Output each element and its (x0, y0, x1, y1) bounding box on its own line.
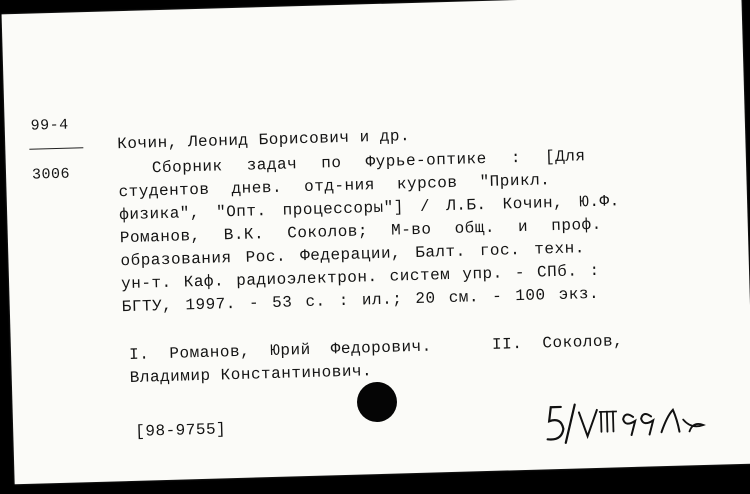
shelf-mark-top: 99-4 (30, 116, 69, 135)
added-entries-line: Владимир Константинович. (129, 362, 373, 387)
shelf-mark-divider (29, 147, 83, 150)
body-line: студентов днев. отд-ния курсов "Прикл. (118, 171, 551, 202)
author-heading: Кочин, Леонид Борисович и др. (117, 127, 411, 154)
shelf-mark-bottom: 3006 (31, 165, 71, 184)
body-line: физика", "Опт. процессоры"] / Л.Б. Кочин, Ю.Ф. (118, 192, 620, 225)
record-number: [98-9755] (135, 420, 227, 441)
card-punch-hole (357, 382, 397, 422)
added-entries-line: I. Романов, Юрий Федорович. II. Соколов, (128, 332, 624, 364)
body-line: Романов, В.К. Соколов; М-во общ. и проф. (119, 215, 603, 248)
body-line: Сборник задач по Фурье-оптике : [Для (151, 147, 586, 178)
body-line: БГТУ, 1997. - 53 с. : ил.; 20 см. - 100 экз. (121, 284, 600, 317)
body-line: ун-т. Каф. радиоэлектрон. систем упр. - СПб. : (120, 261, 600, 294)
body-line: образования Рос. Федерации, Балт. гос. техн. (120, 239, 586, 271)
handwritten-note (543, 395, 714, 450)
